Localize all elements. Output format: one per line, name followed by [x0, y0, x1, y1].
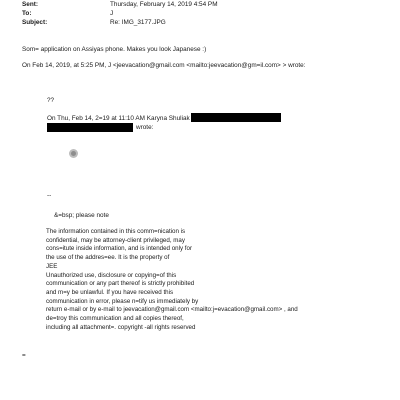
nbsp-note: &=bsp; please note — [54, 212, 109, 219]
sent-row — [22, 0, 392, 9]
subject-label: Subject: — [22, 19, 48, 26]
sent-label: Sent: — [22, 1, 38, 8]
notice-line: return e-mail or by e-mail to jeevacation@gmail.com <mailto:j=evacation@gmail.com> , and — [46, 306, 298, 314]
quote-header: On Feb 14, 2019, at 5:25 PM, J <jeevacation@gmail.com <mailto:jeevacation@gm=il.com> > wrote: — [22, 62, 306, 69]
subject-value: Re: IMG_3177.JPG — [110, 19, 166, 26]
redaction-bar — [191, 113, 281, 122]
to-value: J — [110, 10, 114, 17]
inner-quote-header: On Thu, Feb 14, 2=19 at 11:10 AM Karyna Shuliak — [47, 115, 190, 122]
subject-row — [22, 18, 392, 27]
email-header — [22, 0, 392, 27]
redaction-bar — [47, 123, 133, 132]
to-label: To: — [22, 10, 32, 17]
notice-line: de=troy this communication and all copies thereof, — [46, 315, 184, 323]
notice-line: and m=y be unlawful. If you have received this — [46, 288, 174, 296]
sent-value: Thursday, February 14, 2019 4:54 PM — [110, 1, 218, 8]
inner-quote-wrote: wrote: — [136, 124, 154, 131]
notice-line: communication or any part thereof is strictly prohibited — [46, 280, 195, 288]
notice-line: communication in error, please n=tify us immediately by — [46, 297, 199, 305]
notice-line: confidential, may be attorney-client privileged, may — [46, 236, 185, 244]
smiley-emoji-icon — [69, 149, 78, 158]
signature-dash: -- — [47, 192, 52, 199]
notice-line: cons=itute inside information, and is intended only for — [46, 245, 193, 253]
body-line-1: Som= application on Assiyas phone. Makes you look Japanese :) — [22, 46, 207, 53]
notice-line: Unauthorized use, disclosure or copying=of this — [46, 271, 177, 279]
notice-line: the use of the addres=ee. It is the property of — [46, 254, 170, 262]
confidentiality-notice — [46, 228, 298, 332]
question-marks: ?? — [47, 97, 55, 104]
notice-line: including all attachment=. copyright -all rights reserved — [46, 323, 196, 331]
to-row — [22, 9, 392, 18]
notice-line: JEE — [46, 262, 58, 270]
notice-line: The information contained in this comm=nication is — [46, 228, 186, 235]
trailing-equals: = — [22, 352, 26, 359]
